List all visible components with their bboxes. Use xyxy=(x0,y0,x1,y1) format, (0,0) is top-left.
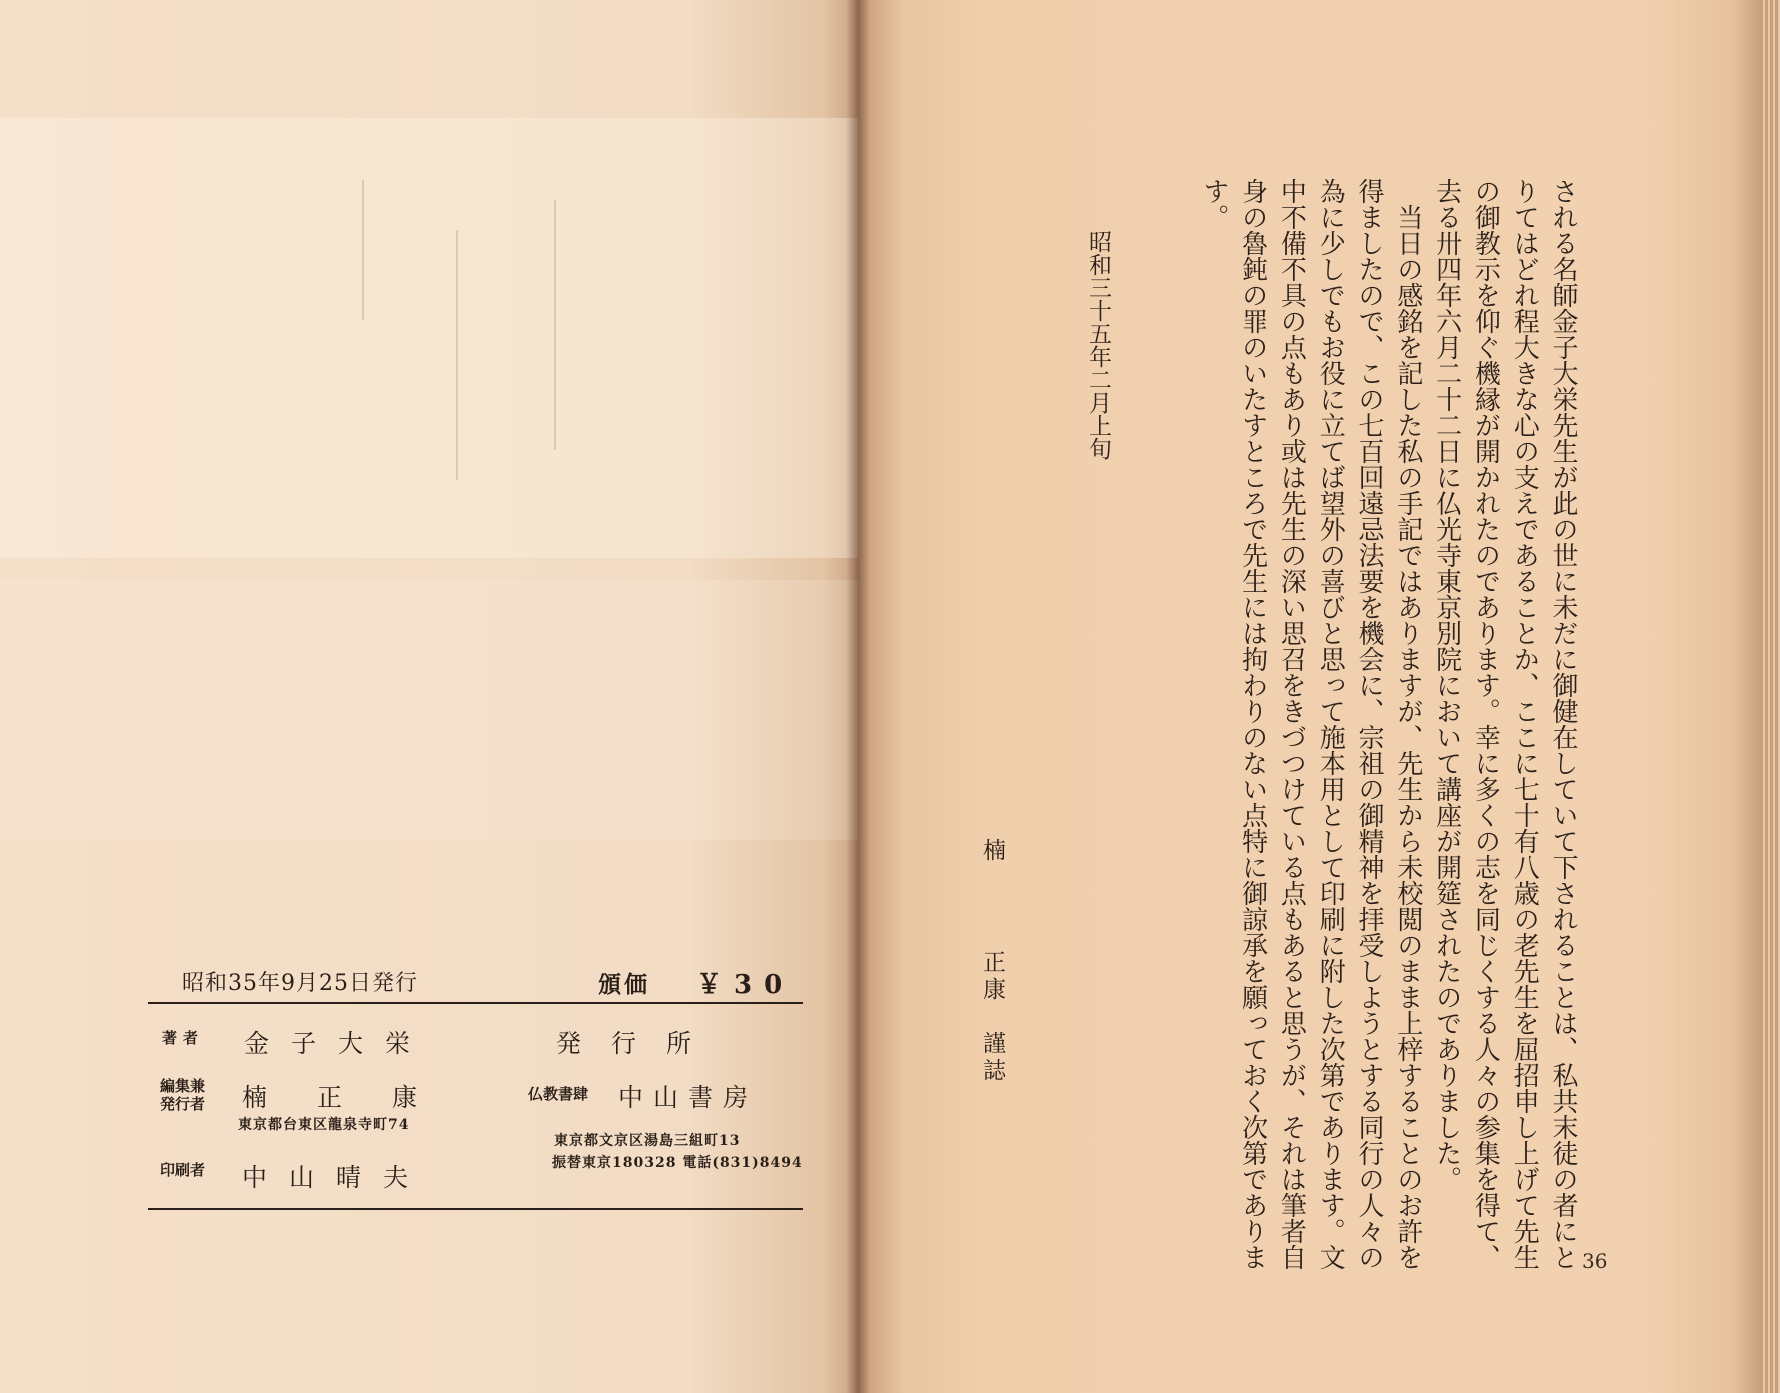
body-line: 当日の感銘を記した私の手記ではありますが、先生から未校閲のまま上梓することのお許を xyxy=(1392,204,1423,1270)
colophon-bottom-rule xyxy=(148,1208,803,1210)
author-name: 金子大栄 xyxy=(244,1029,433,1058)
body-line: 中不備不具の点もあり或は先生の深い思召をきづつけている点もあると思うが、それは筆者自 xyxy=(1276,178,1307,1270)
body-text xyxy=(1194,178,1582,1270)
body-line: 身の魯鈍の罪のいたすところで先生には拘わりのない点特に御諒承を願っておく次第でありま xyxy=(1237,178,1268,1270)
signature-name-family: 楠 xyxy=(979,838,1005,861)
bookstore-phone: 振替東京180328 電話(831)8494 xyxy=(552,1155,803,1171)
colophon-top-rule xyxy=(148,1002,803,1004)
right-page xyxy=(858,0,1780,1393)
paper-stain xyxy=(0,118,858,558)
page-number: 36 xyxy=(1582,1249,1608,1273)
colophon xyxy=(148,960,803,1220)
editor-label-line1: 編集兼 xyxy=(160,1077,206,1095)
body-line: す。 xyxy=(1198,178,1229,230)
body-line: される名師金子大栄先生が此の世に未だに御健在していて下されることは、私共末徒の者にと xyxy=(1548,178,1578,1270)
show-through-mark xyxy=(362,180,364,320)
body-line: りてはどれ程大きな心の支えであることか、ここに七十有八歳の老先生を屈招申し上げて先生 xyxy=(1509,178,1540,1270)
bookstore-label: 仏教書肆 xyxy=(528,1085,589,1103)
signature-name-given: 正康 謹誌 xyxy=(979,950,1005,1085)
price-label: 頒価 xyxy=(598,971,650,998)
show-through-mark xyxy=(554,200,556,450)
body-line: 去る卅四年六月二十二日に仏光寺東京別院において講座が開筵されたのでありました。 xyxy=(1431,178,1462,1192)
show-through-mark xyxy=(456,230,458,480)
book-gutter xyxy=(846,0,870,1393)
author-label: 著者 xyxy=(162,1029,205,1047)
bookstore-name: 中山書房 xyxy=(618,1083,759,1112)
publisher-office-label: 発行所 xyxy=(556,1029,722,1058)
price-value: ￥30 xyxy=(696,970,795,1000)
editor-label-line2: 発行者 xyxy=(160,1095,206,1113)
page-edge xyxy=(1760,0,1780,1393)
body-line: 得ましたので、この七百回遠忌法要を機会に、宗祖の御精神を拝受しようとする同行の人々の xyxy=(1354,178,1385,1270)
paper-stain xyxy=(0,580,858,840)
editor-address: 東京都台東区龍泉寺町74 xyxy=(238,1117,410,1133)
body-line: の御教示を仰ぐ機縁が開かれたのであります。幸に多くの志を同じくする人々の参集を得て、 xyxy=(1470,178,1501,1270)
printer-label: 印刷者 xyxy=(160,1161,206,1179)
signature-date: 昭和三十五年二月上旬 xyxy=(1085,230,1111,460)
body-line: 為に少しでもお役に立てば望外の喜びと思って施本用として印刷に附した次第であります。文 xyxy=(1315,178,1346,1270)
bookstore-address: 東京都文京区湯島三組町13 xyxy=(554,1133,741,1149)
editor-name: 楠正康 xyxy=(242,1083,468,1112)
printer-name: 中山晴夫 xyxy=(242,1163,431,1192)
left-page xyxy=(0,0,858,1393)
issue-date: 昭和35年9月25日発行 xyxy=(182,971,418,996)
